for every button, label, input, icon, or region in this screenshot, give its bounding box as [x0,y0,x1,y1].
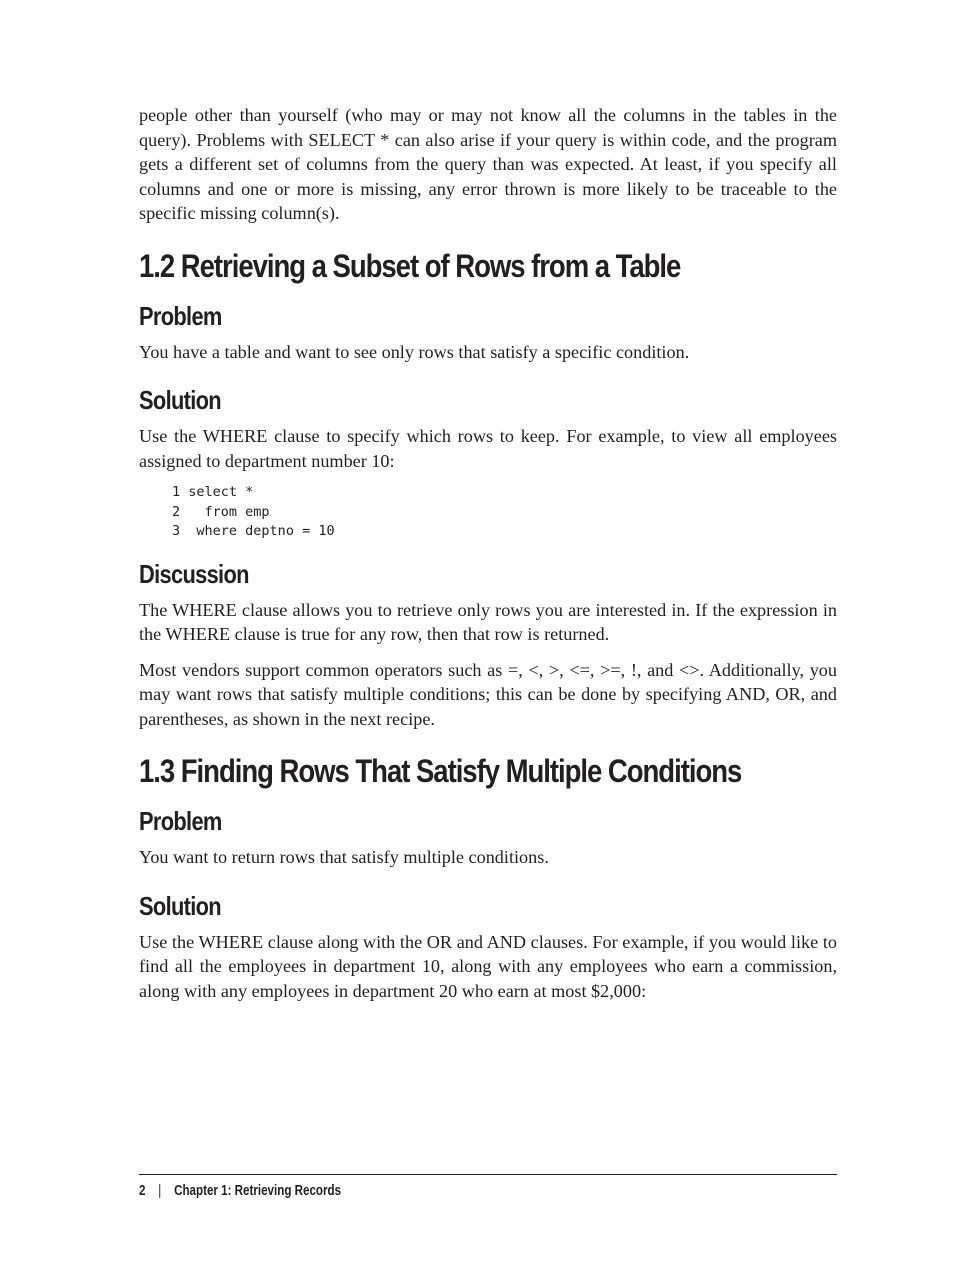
code-line-number: 2 [172,503,181,520]
footer-text [139,1183,341,1199]
section-1-2-discussion-heading: Discussion [139,558,249,589]
code-line-text: from emp [188,503,270,520]
section-1-3-solution-text: Use the WHERE clause along with the OR and AND clauses. For example, if you would like to find all the employees in department 10, along with any employees who earn a commission, along with any employees in department 20 who earn at most $2,000: [139,931,837,1001]
code-line-number: 1 [172,484,181,500]
section-1-2-solution-heading: Solution [139,385,221,415]
code-line [172,483,837,503]
section-1-2-solution-text: Use the WHERE clause to specify which rows to keep. For example, to view all employees assigned to department number 10: [139,426,837,471]
code-line [172,503,837,523]
code-block [172,483,837,542]
section-1-3-problem-text: You want to return rows that satisfy multiple conditions. [139,847,549,867]
page-content [139,103,837,1003]
section-1-3-problem-heading: Problem [139,806,222,836]
section-1-2-problem-heading: Problem [139,300,222,331]
chapter-title: Chapter 1: Retrieving Records [174,1183,342,1199]
section-1-3-title: 1.3 Finding Rows That Satisfy Multiple Conditions [139,753,742,789]
code-line-text: select * [188,484,254,500]
code-line-number: 3 [172,523,181,539]
page-footer [139,1174,837,1199]
code-line-text: where deptno = 10 [188,523,335,539]
section-1-2-title: 1.2 Retrieving a Subset of Rows from a Table [139,247,681,284]
footer-separator: | [158,1183,162,1199]
page-number: 2 [139,1183,146,1199]
section-1-3-solution-heading: Solution [139,890,221,921]
section-1-2-problem-text: You have a table and want to see only rows that satisfy a specific condition. [139,341,690,362]
discussion-paragraph-1: The WHERE clause allows you to retrieve only rows you are interested in. If the expression in the WHERE clause is true for any row, then that row is returned. [139,599,837,644]
code-line [172,522,837,542]
discussion-paragraph-2: Most vendors support common operators such as =, <, >, <=, >=, !, and <>. Additionally, you may want rows that satisfy multiple conditions; this can be done by specifying AND, OR, and parentheses, as shown in the next recipe. [139,659,837,729]
intro-paragraph: people other than yourself (who may or may not know all the columns in the tables in the query). Problems with SELECT * can also arise if your query is within code, and the program gets a different set of columns from the query than was expected. At least, if you specify all columns and one or more is missing, any error thrown is more likely to be traceable to the specific missing column(s). [139,105,837,223]
